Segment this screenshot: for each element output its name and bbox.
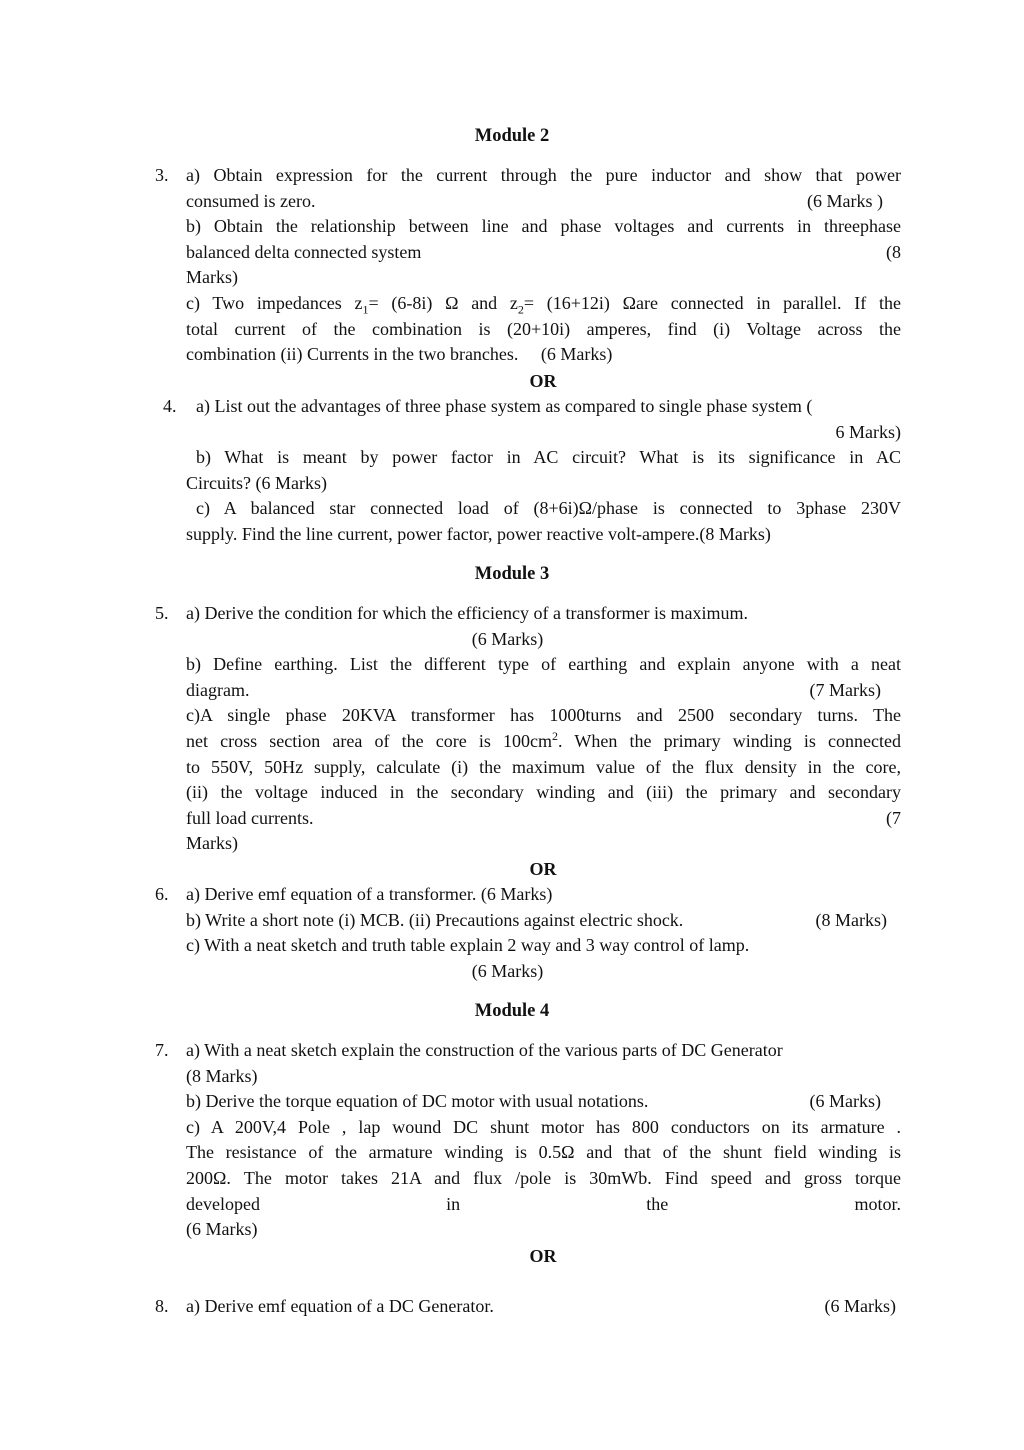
q5b-text: diagram. <box>186 679 250 700</box>
q5c-text: full load currents. <box>186 807 314 828</box>
q3b-marks: (8 <box>886 241 901 262</box>
q4a-marks: 6 Marks) <box>835 421 901 442</box>
q6b-line <box>186 908 901 934</box>
q5b-line2 <box>186 678 901 704</box>
question-3-body <box>186 163 901 368</box>
question-8-body <box>186 1294 901 1320</box>
q4b-line1: b) What is meant by power factor in AC circuit? What is its significance in AC <box>196 447 901 468</box>
q3b-line1: b) Obtain the relationship between line and phase voltages and currents in threephase <box>186 216 901 237</box>
q5c-line2 <box>186 729 901 755</box>
q6b-marks: (8 Marks) <box>815 909 887 930</box>
q5c-part2: . When the primary winding is connected <box>558 730 901 751</box>
q8a-marks: (6 Marks) <box>824 1296 896 1316</box>
q5b-marks: (7 Marks) <box>809 679 881 700</box>
q3a-marks: (6 Marks ) <box>807 190 883 211</box>
question-4-body <box>186 394 901 548</box>
q5c-line3: to 550V, 50Hz supply, calculate (i) the maximum value of the flux density in the core, <box>186 756 901 777</box>
q5a-line1: a) Derive the condition for which the efficiency of a transformer is maximum. <box>186 603 748 623</box>
q3c-part2: = (6-8i) Ω and z <box>368 292 518 313</box>
q5c-marks-cont: Marks) <box>186 833 238 854</box>
q7a-line1: a) With a neat sketch explain the construction of the various parts of DC Generator <box>186 1040 783 1060</box>
question-4-number: 4. <box>163 396 177 416</box>
or-separator-1: OR <box>529 371 557 391</box>
q8a-text: a) Derive emf equation of a DC Generator. <box>186 1296 494 1316</box>
q7c-word3: the <box>646 1193 669 1214</box>
q4a-line1: a) List out the advantages of three phase system as compared to single phase system ( <box>196 396 813 416</box>
cm2-superscript: 2 <box>552 728 559 743</box>
question-5-body <box>186 601 901 857</box>
q7c-line1: c) A 200V,4 Pole , lap wound DC shunt motor has 800 conductors on its armature . <box>186 1116 901 1137</box>
q3c-line2: total current of the combination is (20+10i) amperes, find (i) Voltage across the <box>186 318 901 339</box>
q5c-line1: c)A single phase 20KVA transformer has 1000turns and 2500 secondary turns. The <box>186 705 901 726</box>
q7c-word4: motor. <box>854 1193 901 1214</box>
q5c-marks: (7 <box>886 807 901 828</box>
question-7-number: 7. <box>155 1040 169 1060</box>
q3c-part1: c) Two impedances z <box>186 292 363 313</box>
q7c-line4 <box>186 1192 901 1218</box>
q5a-marks: (6 Marks) <box>471 628 544 649</box>
q4b-line2: Circuits? (6 Marks) <box>186 472 327 493</box>
q7c-marks: (6 Marks) <box>186 1219 258 1240</box>
q3b-line2 <box>186 240 901 266</box>
z2-subscript: 2 <box>517 302 524 317</box>
module-2-heading: Module 2 <box>474 126 550 146</box>
q6c-marks: (6 Marks) <box>471 960 544 981</box>
q5c-line5 <box>186 806 901 832</box>
q8a-line <box>186 1294 901 1320</box>
q3b-marks-cont: Marks) <box>186 267 238 288</box>
question-6-body <box>186 882 901 984</box>
question-6-number: 6. <box>155 884 169 904</box>
question-3-number: 3. <box>155 165 169 185</box>
q3c-part3: = (16+12i) Ωare connected in parallel. If the <box>523 292 901 313</box>
q7c-word1: developed <box>186 1193 260 1214</box>
module-4-heading: Module 4 <box>474 1001 550 1021</box>
z1-subscript: 1 <box>362 302 369 317</box>
q3a-line2 <box>186 189 901 215</box>
q5c-line4: (ii) the voltage induced in the secondary winding and (iii) the primary and secondary <box>186 782 901 803</box>
q7c-word2: in <box>446 1193 461 1214</box>
question-5-number: 5. <box>155 603 169 623</box>
q7b-line <box>186 1089 901 1115</box>
q5b-line1: b) Define earthing. List the different type of earthing and explain anyone with a neat <box>186 654 901 675</box>
or-separator-3: OR <box>529 1246 557 1266</box>
q3a-text: consumed is zero. <box>186 190 316 211</box>
or-separator-2: OR <box>529 859 557 879</box>
q7b-marks: (6 Marks) <box>809 1091 881 1112</box>
q4c-line1: c) A balanced star connected load of (8+6i)Ω/phase is connected to 3phase 230V <box>196 498 901 519</box>
q3c-line1 <box>186 291 901 317</box>
q6b-text: b) Write a short note (i) MCB. (ii) Precautions against electric shock. <box>186 909 684 930</box>
module-3-heading: Module 3 <box>474 564 550 584</box>
q7a-marks: (8 Marks) <box>186 1065 258 1086</box>
q3b-text: balanced delta connected system <box>186 241 422 262</box>
q6a-line: a) Derive emf equation of a transformer. (6 Marks) <box>186 884 553 904</box>
question-8-number: 8. <box>155 1296 169 1316</box>
q3c-line3: combination (ii) Currents in the two branches. (6 Marks) <box>186 344 613 365</box>
q7c-line3: 200Ω. The motor takes 21A and flux /pole is 30mWb. Find speed and gross torque <box>186 1167 901 1188</box>
q7b-text: b) Derive the torque equation of DC motor with usual notations. <box>186 1091 649 1112</box>
q4c-line2: supply. Find the line current, power factor, power reactive volt-ampere.(8 Marks) <box>186 523 771 544</box>
q3a-line1: a) Obtain expression for the current through the pure inductor and show that power <box>186 165 901 185</box>
q6c-line: c) With a neat sketch and truth table explain 2 way and 3 way control of lamp. <box>186 935 750 956</box>
q7c-line2: The resistance of the armature winding is 0.5Ω and that of the shunt field winding is <box>186 1142 901 1163</box>
q5c-part1: net cross section area of the core is 100cm <box>186 730 553 751</box>
question-7-body <box>186 1038 901 1243</box>
